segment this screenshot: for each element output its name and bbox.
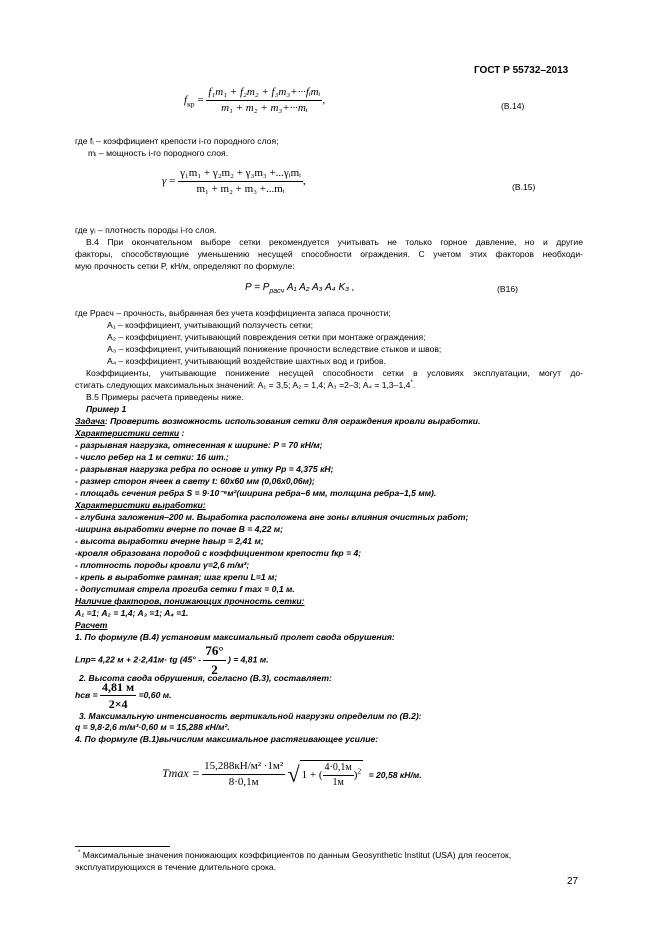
page-number: 27 xyxy=(567,876,579,887)
q-line: q = 9,8·2,6 т/м³·0,60 м = 15,288 кН/м². xyxy=(75,722,230,732)
step-3: 3. Максимальную интенсивность вертикальной нагрузки определим по (В.2): xyxy=(79,711,422,721)
step-4: 4. По формуле (В.1)вычислим максимальное растягивающее усилие: xyxy=(75,734,379,744)
footnote-ref: * xyxy=(410,380,413,387)
step-1: 1. По формуле (В.4) установим максимальный пролет свода обрушения: xyxy=(75,632,395,642)
grid-head-end: : xyxy=(179,428,185,438)
mi-definition: mᵢ – мощность i-го породного слоя. xyxy=(88,148,229,158)
formula-h-lhs: hсв = xyxy=(75,690,98,701)
mine-item: -кровля образована породой с коэффициентом крепости fкр = 4; xyxy=(75,548,362,558)
formula-b15-numerator: γ₁m₁ + γ₂m₂ + γ₃m₃ +...γᵢmᵢ xyxy=(178,167,303,182)
formula-b14-label: (В.14) xyxy=(501,101,525,111)
formula-b15 xyxy=(162,167,306,196)
formula-h-numerator: 4,81 м xyxy=(100,680,136,696)
coef-line-2-end: . xyxy=(412,380,416,390)
formula-b14 xyxy=(184,86,325,115)
formula-b15-tail: , xyxy=(302,175,306,188)
coef-a1: A₁ – коэффициент, учитывающий ползучесть сетки; xyxy=(107,320,314,330)
footnote-divider xyxy=(75,846,170,847)
formula-b16-rest: A₁ A₂ A₃ A₄ K₃ , xyxy=(284,282,355,293)
where-gi: где γᵢ – плотность породы i-го слоя. xyxy=(75,225,217,235)
footnote-line-2: эксплуатирующихся в течение длительного срока. xyxy=(75,862,277,872)
formula-l-denominator: 2 xyxy=(211,661,218,677)
coef-a4: A₄ – коэффициент, учитывающий воздействие шахтных вод и грибов. xyxy=(107,356,386,366)
formula-b14-eq: = xyxy=(194,94,207,107)
mine-item: - глубина заложения–200 м. Выработка расположена вне зоны влияния очистных работ; xyxy=(75,512,469,522)
task-label: Задача xyxy=(75,416,105,426)
formula-t-lhs: Tmax = xyxy=(162,765,200,780)
formula-b15-eq: = xyxy=(166,175,179,188)
grid-head-text: Характеристики сетки xyxy=(75,428,180,438)
grid-item: - площадь сечения ребра S = 9·10⁻⁶м²(ширина ребра–6 мм, толщина ребра–1,5 мм). xyxy=(75,488,437,498)
coef-a2: A₂ – коэффициент, учитывающий повреждения сетки при монтаже ограждения; xyxy=(107,332,426,342)
formula-t-numerator: 15,288кН/м² ·1м² xyxy=(202,760,285,775)
grid-item: - разрывная нагрузка, отнесенная к ширине: P = 70 кН/м; xyxy=(75,440,323,450)
mine-head: Характеристики выработки: xyxy=(75,500,206,510)
formula-b15-lhs: γ xyxy=(162,175,167,188)
sqrt-body: 1 + ( $\frac{4\cdot 0,1м}{1м}$ )$^2$ xyxy=(301,762,362,789)
mine-item: - высота выработки вчерне hвыр = 2,41 м; xyxy=(75,536,264,546)
where-p: где Pрасч – прочность, выбранная без учета коэффициента запаса прочности; xyxy=(75,308,391,318)
mine-item: - плотность породы кровли γ=2,6 т/м³; xyxy=(75,560,250,570)
task-text: : Проверить возможность использования сетки для ограждения кровли выработки. xyxy=(104,416,481,426)
coef-line-1: Коэффициенты, учитывающие понижение несущей способности сетки в условиях эксплуатации, могут до- xyxy=(86,368,583,378)
factors-head: Наличие факторов, понижающих прочность сетки: xyxy=(75,596,305,606)
formula-t-rhs: = 20,58 кН/м. xyxy=(368,769,422,780)
coef-a3: A₃ – коэффициент, учитывающий понижение прочности вследствие стыков и швов; xyxy=(107,344,442,354)
formula-b16-text: P = P xyxy=(245,282,270,293)
formula-t-denominator: 8·0,1м xyxy=(228,776,259,789)
coef-line-2 xyxy=(75,380,415,390)
mine-item: -ширина выработки вчерне по почве B = 4,22 м; xyxy=(75,524,283,534)
formula-b14-numerator: f₁m₁ + f₂m₂ + f₃m₃+···fᵢmᵢ xyxy=(206,86,322,101)
b5-line: В.5 Примеры расчета приведены ниже. xyxy=(86,392,244,402)
formula-h-rhs: =0,60 м. xyxy=(138,690,172,701)
document-code: ГОСТ Р 55732–2013 xyxy=(474,65,569,76)
formula-t xyxy=(162,760,422,789)
formula-b14-lhs: f xyxy=(184,94,188,107)
formula-b15-label: (В.15) xyxy=(512,182,536,192)
mine-item: - допустимая стрела прогиба сетки f max = 0,1 м. xyxy=(75,584,295,594)
footnote-mark: * xyxy=(78,850,81,857)
sqrt-icon: √ xyxy=(287,761,300,787)
step-2: 2. Высота свода обрушения, согласно (В.3), составляет: xyxy=(79,673,332,683)
footnote-line-1 xyxy=(78,850,511,860)
formula-b16 xyxy=(245,282,355,296)
formula-b14-tail: , xyxy=(322,94,326,107)
sqrt-inner-denominator: 1м xyxy=(332,777,344,789)
grid-item: - размер сторон ячеек в свету t: 60х60 мм (0,06х0,06м); xyxy=(75,476,315,486)
formula-b16-label: (В16) xyxy=(497,284,519,294)
grid-item: - разрывная нагрузка ребра по основе и утку Pр = 4,375 кН; xyxy=(75,464,334,474)
grid-item: - число ребер на 1 м сетки: 16 шт.; xyxy=(75,452,229,462)
b4-line-3: мую прочность сетки P, кН/м, определяют по формуле: xyxy=(75,261,295,271)
formula-l-rhs: ) = 4,81 м. xyxy=(227,654,269,665)
formula-b14-lhs-sub: кр xyxy=(187,99,195,109)
grid-head xyxy=(75,428,184,438)
example-title: Пример 1 xyxy=(86,404,127,414)
sqrt-inner-numerator: 4·0,1м xyxy=(323,762,354,776)
task-line xyxy=(75,416,480,426)
factors-values: A₁ =1; A₂ = 1,4; A₃ =1; A₄ =1. xyxy=(75,608,189,618)
b4-line-2: факторы, способствующие уменьшению несущей способности ограждения. С учетом этих факторов необходи- xyxy=(75,249,583,259)
footnote-text-1: Максимальные значения понижающих коэффициентов по данным Geosynthetic Institut (USA) для геосеток, xyxy=(82,850,512,860)
formula-h-denominator: 2×4 xyxy=(108,697,128,712)
b4-line-1: В.4 При окончательном выборе сетки рекомендуется учитывать не только горное давление, но и другие xyxy=(86,237,583,247)
formula-l-lhs: Lпр= 4,22 м + 2·2,41м· tg (45° - xyxy=(75,654,201,665)
coef-line-2-text: стигать следующих максимальных значений: A₁ = 3,5; A₂ = 1,4; A₃ =2–3; A₄ = 1,3–1,4 xyxy=(75,380,411,390)
formula-b14-denominator: m₁ + m₂ + m₃+···mᵢ xyxy=(221,102,308,115)
formula-l-numerator: 76° xyxy=(203,643,225,661)
calc-head: Расчет xyxy=(75,620,108,630)
mine-item: - крепь в выработке рамная; шаг крепи L=1 м; xyxy=(75,572,278,582)
formula-b16-sub: расч xyxy=(269,288,285,295)
formula-b15-denominator: m₁ + m₂ + m₃ +...mᵢ xyxy=(196,183,285,196)
formula-h xyxy=(75,680,172,712)
where-fi: где fᵢ – коэффициент крепости i-го породного слоя; xyxy=(75,136,279,146)
